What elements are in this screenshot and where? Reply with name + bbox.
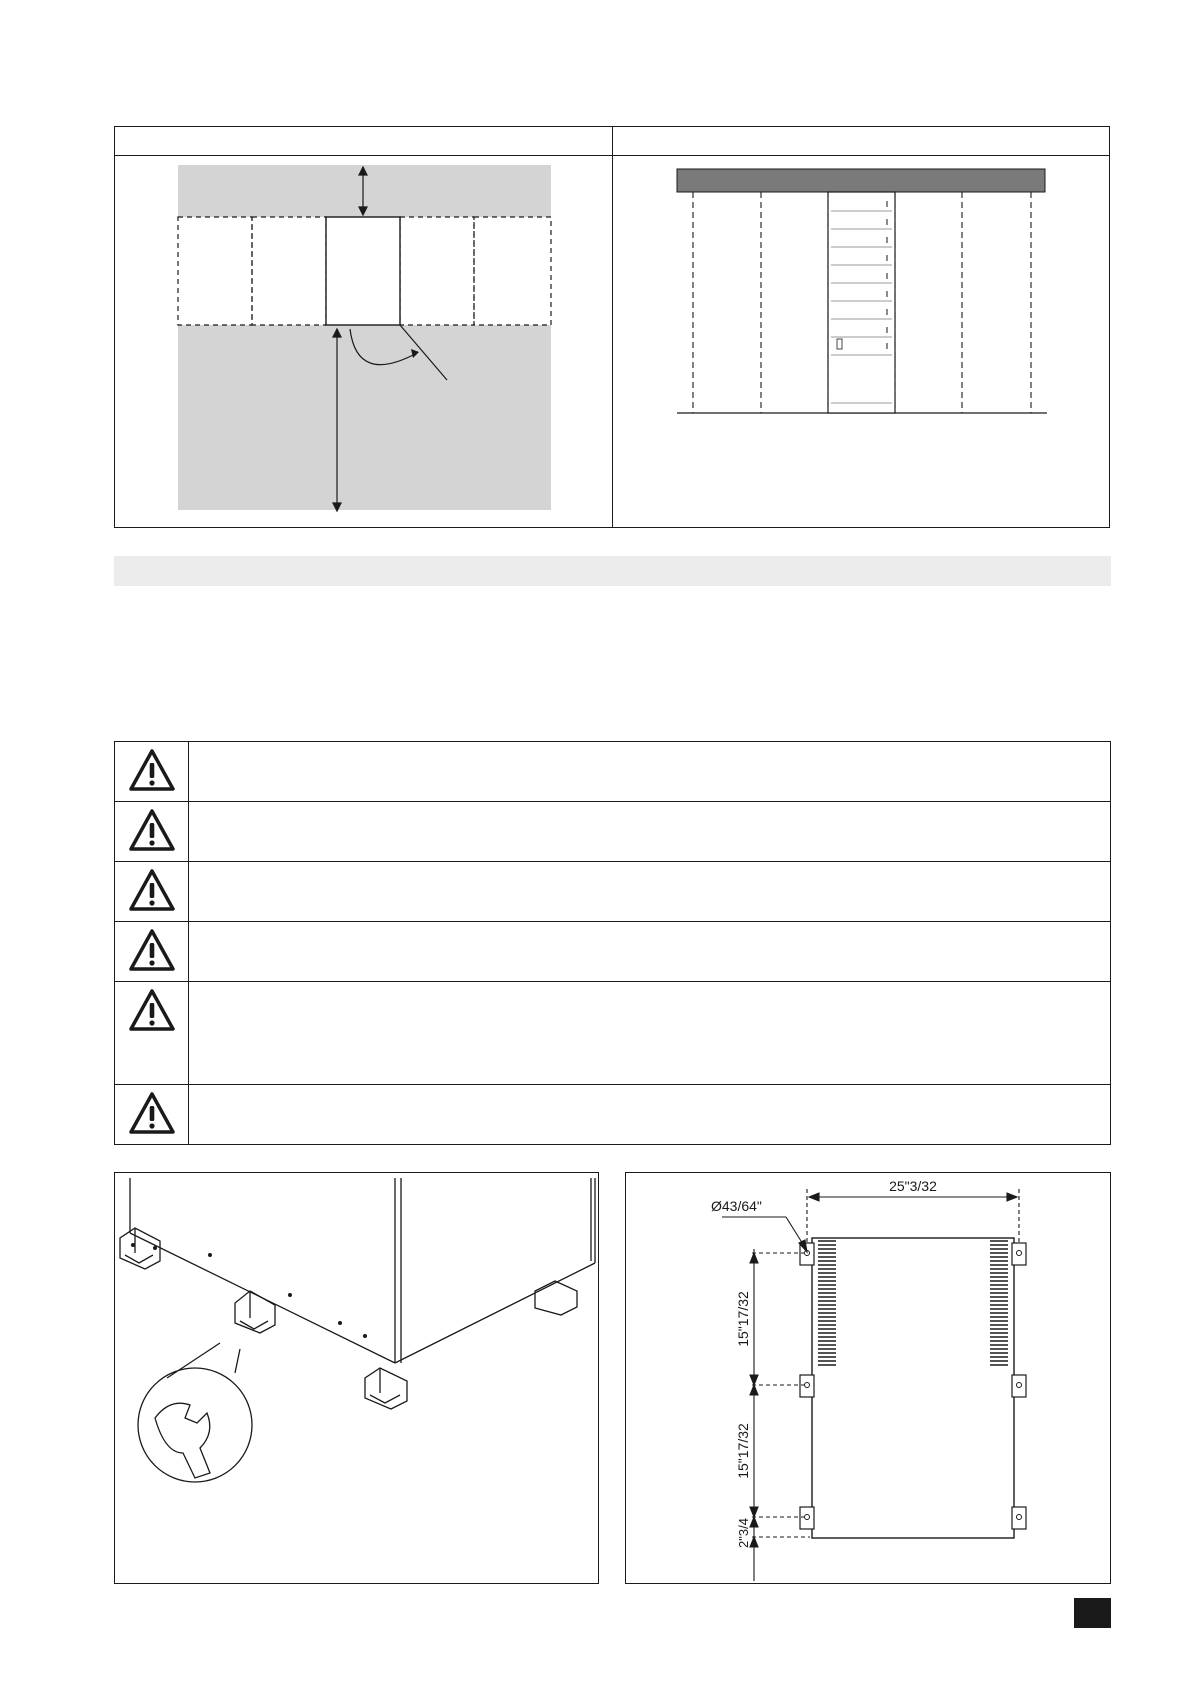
warning-triangle-icon [128,928,176,972]
warning-triangle-icon [128,868,176,912]
warning-row-3 [115,862,1110,922]
warning-icon-cell [115,1085,189,1145]
warning-triangle-icon [128,988,176,1032]
warning-row-5 [115,982,1110,1085]
base-dimension-drawing-box [625,1172,1111,1584]
clearance-figure-table [114,126,1110,528]
warning-row-6 [115,1085,1110,1145]
warning-icon-cell [115,922,189,981]
lower-spacing-label: 2"3/4 [736,1518,751,1548]
warning-triangle-icon [128,748,176,792]
page-number-tab [1074,1598,1111,1628]
upper-spacing-label: 15"17/32 [735,1291,751,1347]
warning-row-2 [115,802,1110,862]
cabinet-feet-illustration-box [114,1172,599,1584]
middle-spacing-label: 15"17/32 [735,1423,751,1479]
base-dimension-drawing [626,1173,1110,1583]
warning-triangle-icon [128,808,176,852]
warning-icon-cell [115,742,189,801]
section-heading-band [114,556,1111,586]
warning-icon-cell [115,862,189,921]
warning-row-4 [115,922,1110,982]
warnings-table [114,741,1111,1145]
cabinet-feet-illustration [115,1173,598,1583]
warning-triangle-icon [128,1091,176,1135]
warning-icon-cell [115,982,189,1084]
width-dimension-label: 25"3/32 [889,1178,937,1194]
top-view-clearance-drawing [115,155,612,528]
warning-icon-cell [115,802,189,861]
warning-row-1 [115,742,1110,802]
front-view-drawing [613,155,1110,528]
hole-diameter-label: Ø43/64" [711,1198,762,1214]
